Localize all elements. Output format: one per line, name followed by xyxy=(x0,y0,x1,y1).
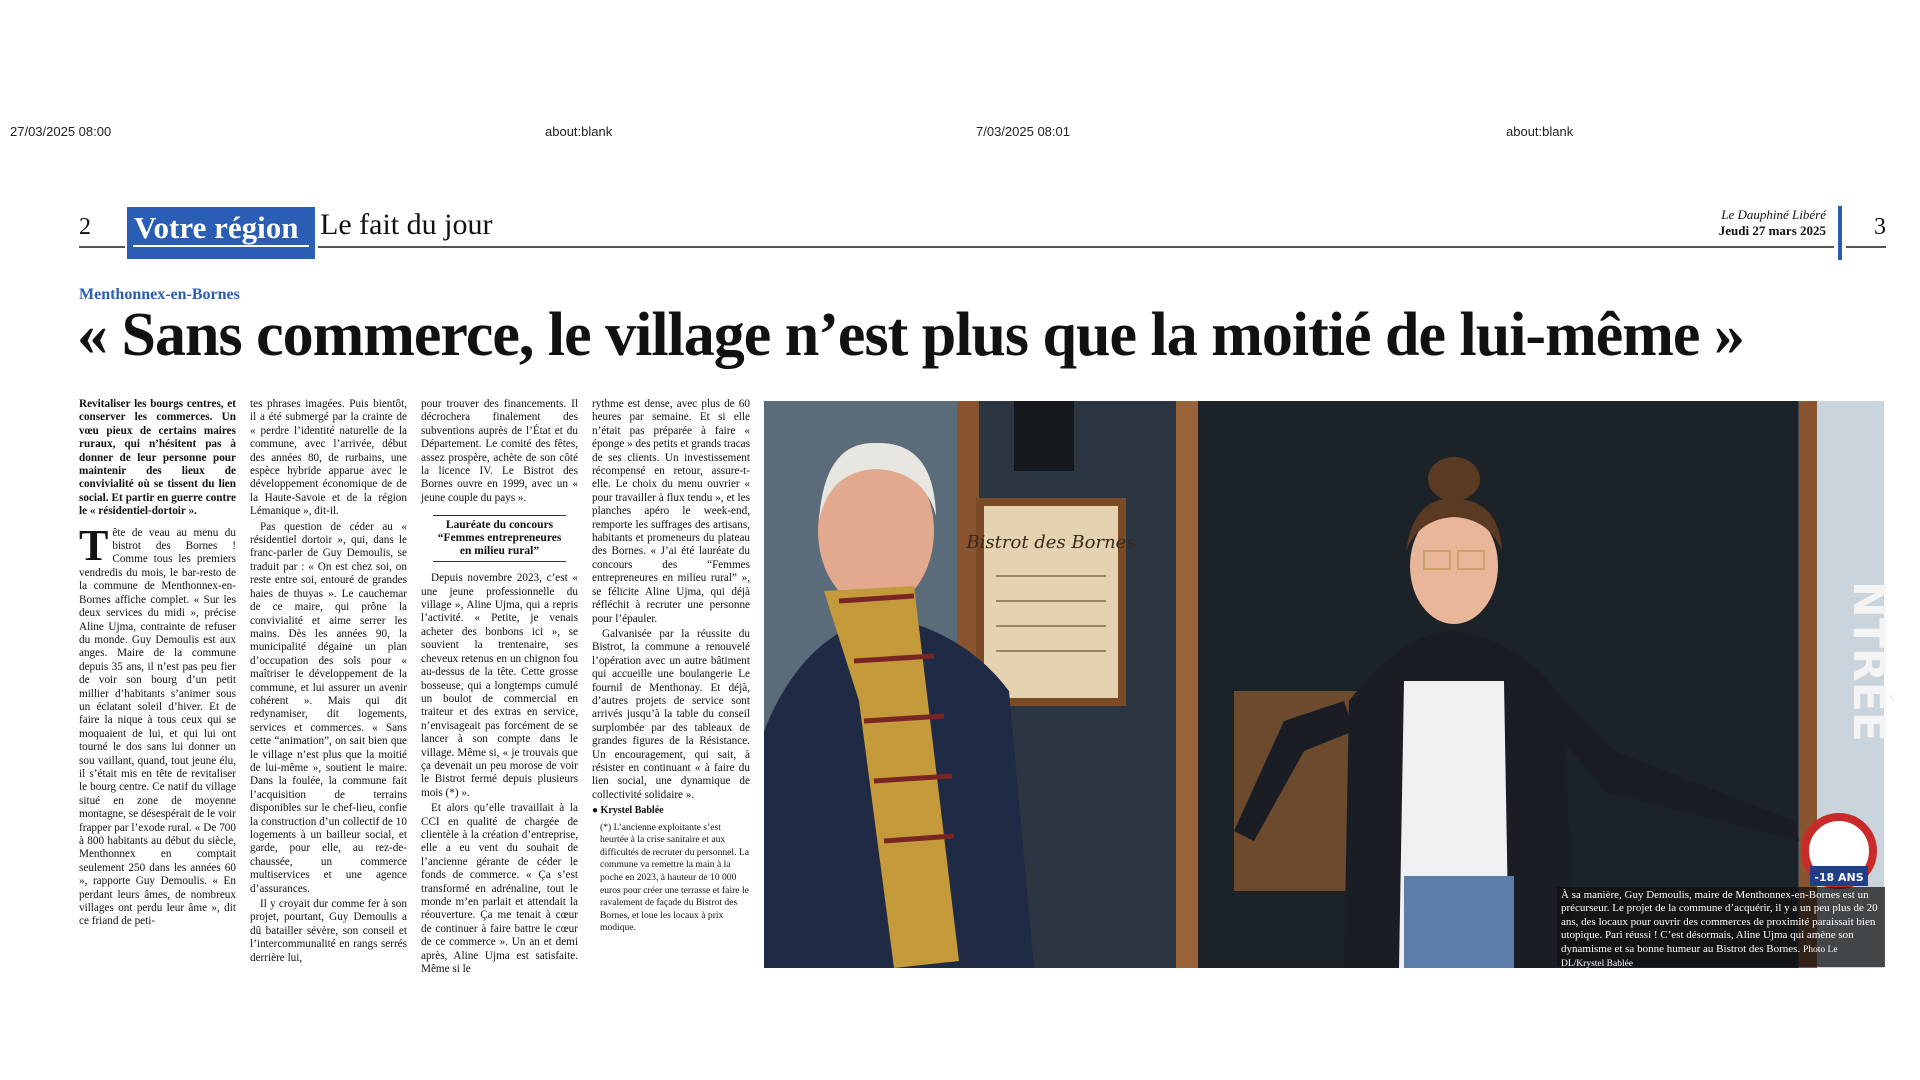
article-headline: « Sans commerce, le village n’est plus que la moitié de lui-même » xyxy=(77,301,1744,369)
article-paragraph: Pas question de céder au « résidentiel dortoir », qui, dans le franc-parler de Guy Demoulis, se traduit par : « On est chez soi, on reste entre soi, entouré de grandes haies de thuyas ». Le cauchemar de ce maire, qui prône la convivialité et aime serrer les mains. Dès les années 90, la municipalité dégaine un plan d’occupation des sols pour « maîtriser le développement de la commune, et lui assurer un avenir cohérent ». Mais qui dit redynamiser, dit logements, services et commerces. « Sans cette “animation”, on sait bien que le village n’est plus que la moitié de lui-même », soutient le maire. Dans la foulée, la commune fait l’acquisition de terrains disponibles sur le chef-lieu, confie la construction d’un collectif de 10 logements à un bailleur social, et garde, pour elle, au rez-de-chaussée, un commerce multiservices et une agence d’assurances. xyxy=(250,520,407,895)
article-paragraph: Depuis novembre 2023, c’est « une jeune professionnelle du village », Aline Ujma, qui a repris l’activité. « Petite, je venais acheter des bonbons ici », se souvient la trentenaire, ses cheveux retenus en un chignon fou au-dessus de la tête. Cette grosse bosseuse, qui a longtemps cumulé un boulot de commercial en traiteur et des extras en service, n’envisageait pas forcément de se lancer à son compte dans le village. Même si, « je trouvais que ça devenait un peu morose de voir le Bistrot fermé depuis plusieurs mois (*) ». xyxy=(421,572,578,799)
issue-date: Jeudi 27 mars 2025 xyxy=(1718,223,1826,238)
article-column-2 xyxy=(250,398,407,970)
article-paragraph: Et alors qu’elle travaillait à la CCI en qualité de chargée de clientèle à la création d’entreprise, elle a eu vent du souhait de l’ancienne gérante de céder le fonds de commerce. « Ça s’est transformé en adrénaline, tout le monde m’en parlait et attendait la réouverture. Ça me tenait à cœur de continuer à faire battre le cœur de ce commerce ». Un an et demi après, Aline Ujma est satisfaite. Même si le xyxy=(421,802,578,976)
intertitle-box: Lauréate du concours “Femmes entrepreneures en milieu rural” xyxy=(433,515,566,562)
article-paragraph: pour trouver des financements. Il décrochera finalement des subventions auprès de l’État et du Département. Le comité des fêtes, assez prospère, achète de son côté la licence IV. Le Bistrot des Bornes ouvre en 1999, avec un « jeune couple du pays ». xyxy=(421,398,578,504)
menu-sign-text: Bistrot des Bornes xyxy=(966,532,1136,553)
photo-caption-text: À sa manière, Guy Demoulis, maire de Menthonnex-en-Bornes est un précurseur. Le projet de la commune d’acquérir, il y a un peu plus de 20 ans, des locaux pour ouvrir des commerces de proximité paraissait bien utopique. Pari réussi ! C’est désormais, Aline Ujma qui amène son dynamisme et sa bonne humeur au Bistrot des Bornes. xyxy=(1561,889,1878,955)
print-header xyxy=(0,124,1920,142)
article-photo xyxy=(764,401,1894,968)
masthead-accent-bar xyxy=(1838,206,1842,260)
section-tag-label: Votre région xyxy=(134,210,299,245)
article-kicker: Menthonnex-en-Bornes xyxy=(79,286,240,303)
article-column-4 xyxy=(592,398,750,970)
article-chapo: Revitaliser les bourgs centres, et conserver les commerces. Un vœu pieux de certains maires ruraux, qui n’hésitent pas à donner de leur personne pour maintenir des lieux de convivialité où se tissent du lien social. Et partir en guerre contre le « résidentiel-dortoir ». xyxy=(79,398,236,518)
top-rule xyxy=(318,246,1834,248)
age-sign-text: -18 ANS xyxy=(1814,871,1864,884)
window-lettering: NTRÉE xyxy=(1843,581,1894,742)
footnote: (*) L’ancienne exploitante s’est heurtée à la crise sanitaire et aux difficultés de recruter du personnel. La commune va remettre la main à la poche en 2023, à hauteur de 10 000 euros pour créer une terrasse et faire le ravalement de façade du Bistrot des Bornes, et loue les locaux à prix modique. xyxy=(600,821,749,934)
article-column-3 xyxy=(421,398,578,976)
article-paragraph: Il y croyait dur comme fer à son projet, pourtant, Guy Demoulis a dû batailler sévère, son conseil et l’intercommunalité en rangs serrés derrière lui, xyxy=(250,898,407,964)
article-paragraph: Tête de veau au menu du bistrot des Bornes ! Comme tous les premiers vendredis du mois, le bar-resto de la commune de Menthonnex-en-Bornes affiche complet. « Sur les deux services du midi », précise Aline Ujma, contrainte de refuser du monde. Guy Demoulis est aux anges. Maire de la commune depuis 35 ans, il n’est pas peu fier de voir son bourg d’un petit millier d’habitants s’animer sous un éclatant soleil d’hiver. Et de faire la nique à tous ceux qui se moquaient de lui, et qui lui ont tourné le dos sans lui donner un sou vaillant, quand, tout jeune élu, il s’était mis en tête de revitaliser le bourg centre. Ce natif du village situé en zone de moyenne montagne, se désespérait de le voir frapper par l’exode rural. « De 700 à 800 habitants au début du siècle, Menthonnex en comptait seulement 250 dans les années 60 », rapporte Guy Demoulis. « En perdant leurs âmes, de nombreux villages ont perdu leur âme », dit ce friand de peti- xyxy=(79,520,236,928)
article-column-1 xyxy=(79,398,236,970)
print-timestamp-right: 7/03/2025 08:01 xyxy=(976,124,1070,139)
print-url-right: about:blank xyxy=(1506,124,1574,139)
photo-credit: Photo Le DL/Krystel Bablée xyxy=(1561,944,1838,970)
right-page-number: 3 xyxy=(1874,214,1886,240)
drop-cap: T xyxy=(79,520,109,570)
section-tag xyxy=(127,207,315,259)
photo-illustration xyxy=(764,401,1894,968)
print-timestamp-left: 27/03/2025 08:00 xyxy=(10,124,112,139)
left-page-number: 2 xyxy=(79,214,91,240)
top-rule-left xyxy=(79,246,125,248)
photo-caption xyxy=(1557,887,1885,970)
newspaper-name: Le Dauphiné Libéré xyxy=(1721,207,1826,222)
section-subtitle: Le fait du jour xyxy=(320,208,493,241)
article-paragraph: Galvanisée par la réussite du Bistrot, la commune a renouvelé l’opération avec un autre bâtiment qui accueille une boulangerie Le fournil de Menthonay. Et déjà, d’autres projets de service sont arrivés jusqu’à la table du conseil surplombée par des tableaux de grandes figures de la Résistance. Un encouragement, qui sait, à résister en continuant « à faire du lien social, une dynamique de collectivité solidaire ». xyxy=(592,627,750,801)
print-url-left: about:blank xyxy=(545,124,613,139)
top-rule-right xyxy=(1846,246,1886,248)
article-paragraph: tes phrases imagées. Puis bientôt, il a été submergé par la crainte de « perdre l’identité naturelle de la commune, avec l’arrivée, début des années 80, de rurbains, une espèce hybride apparue avec le développement économique de de la Haute-Savoie et de la région Lémanique », dit-il. xyxy=(250,398,407,518)
author-signature: ● Krystel Bablée xyxy=(592,805,664,817)
article-paragraph: rythme est dense, avec plus de 60 heures par semaine. Et si elle n’était pas préparée à faire « éponge » des petits et grands tracas de ses clients. Un investissement récompensé en retour, assure-t-elle. Le choix du menu ouvrier « pour travailler à flux tendu », et les planches apéro le week-end, remporte les suffrages des artisans, habitants et promeneurs du plateau des Bornes. « J’ai été lauréate du concours des “Femmes entrepreneures en milieu rural” », se félicite Aline Ujma, qui déjà réfléchit à recruter une personne pour l’épauler. xyxy=(592,398,750,625)
